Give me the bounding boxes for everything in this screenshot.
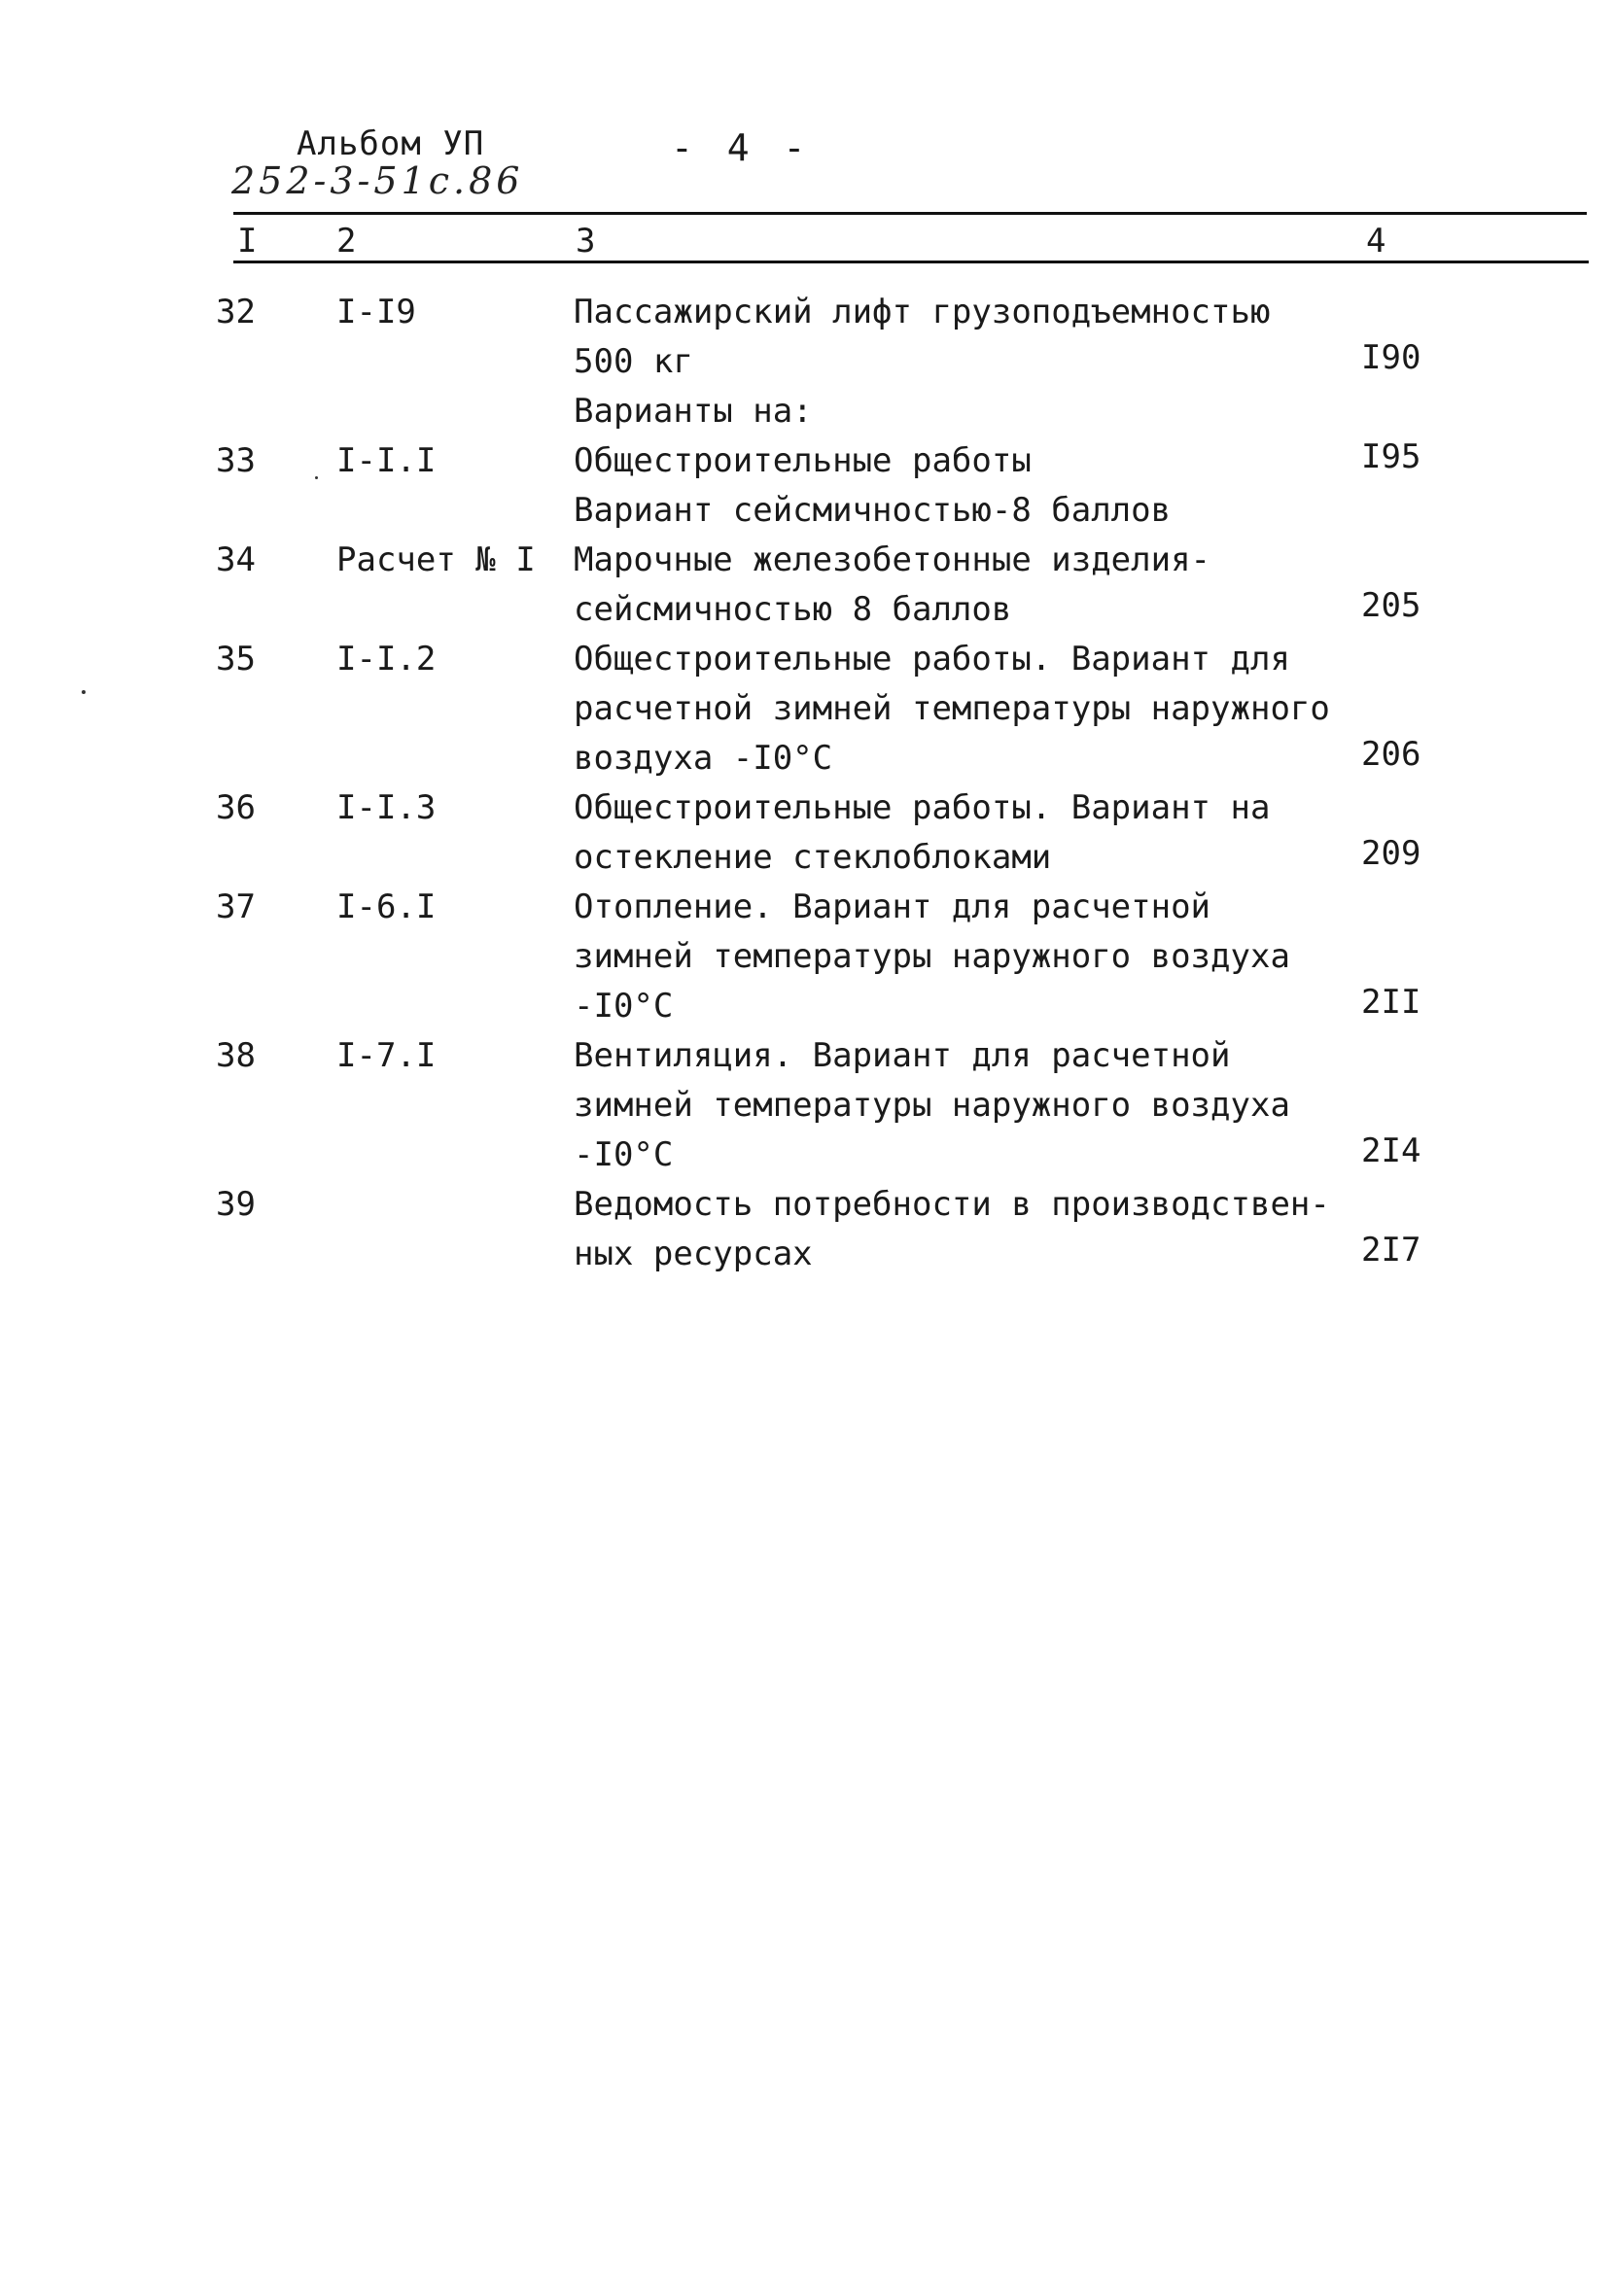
description-line: Отопление. Вариант для расчетной xyxy=(574,887,1211,926)
scan-speck xyxy=(315,476,318,479)
row-code: Расчет № I xyxy=(336,540,536,579)
row-code: I-7.I xyxy=(336,1036,437,1075)
table-row xyxy=(0,536,1613,635)
table-row xyxy=(0,1180,1613,1279)
table-row xyxy=(0,883,1613,1031)
document-code: 252-3-51с.86 xyxy=(231,159,524,202)
row-code: I-I9 xyxy=(336,293,416,331)
description-line: Общестроительные работы. Вариант на xyxy=(574,788,1271,827)
description-line: Общестроительные работы xyxy=(574,441,1032,480)
album-title: Альбом УП xyxy=(297,124,485,163)
row-number: 33 xyxy=(216,441,256,480)
row-number: 35 xyxy=(216,640,256,678)
row-description xyxy=(574,288,1342,436)
row-code: I-I.3 xyxy=(336,788,437,827)
row-description xyxy=(574,1031,1342,1180)
row-code: I-I.I xyxy=(336,441,437,480)
description-line: ных ресурсах xyxy=(574,1235,813,1273)
description-line: зимней температуры наружного воздуха xyxy=(574,937,1290,976)
column-header-2: 2 xyxy=(336,222,357,261)
description-line: 500 кг xyxy=(574,342,693,381)
description-line: Ведомость потребности в производствен- xyxy=(574,1185,1330,1224)
scan-speck xyxy=(82,690,86,694)
row-code: I-6.I xyxy=(336,887,437,926)
column-header-4: 4 xyxy=(1366,222,1386,261)
table-row xyxy=(0,288,1613,436)
row-number: 32 xyxy=(216,293,256,331)
description-line: Общестроительные работы. Вариант для xyxy=(574,640,1290,678)
description-line: воздуха -I0°С xyxy=(574,739,833,778)
table-row xyxy=(0,783,1613,883)
description-line: Варианты на: xyxy=(574,392,813,431)
contents-table xyxy=(0,288,1613,1279)
row-page: 2II xyxy=(1361,983,1421,1022)
table-row xyxy=(0,635,1613,783)
row-page: 2I7 xyxy=(1361,1231,1421,1270)
table-row xyxy=(0,1031,1613,1180)
row-page: I90 xyxy=(1361,338,1421,377)
description-line: -I0°С xyxy=(574,1135,674,1174)
row-number: 38 xyxy=(216,1036,256,1075)
header-rule-bottom xyxy=(233,261,1589,263)
row-description xyxy=(574,436,1342,536)
row-description xyxy=(574,783,1342,883)
description-line: Пассажирский лифт грузоподъемностью xyxy=(574,293,1271,331)
row-description xyxy=(574,883,1342,1031)
row-code: I-I.2 xyxy=(336,640,437,678)
description-line: сейсмичностью 8 баллов xyxy=(574,590,1012,629)
description-line: Вентиляция. Вариант для расчетной xyxy=(574,1036,1231,1075)
row-description xyxy=(574,635,1342,783)
row-description xyxy=(574,1180,1342,1279)
row-number: 34 xyxy=(216,540,256,579)
row-page: 209 xyxy=(1361,834,1421,873)
row-page: 206 xyxy=(1361,735,1421,774)
row-number: 39 xyxy=(216,1185,256,1224)
row-page: I95 xyxy=(1361,437,1421,476)
row-number: 37 xyxy=(216,887,256,926)
row-number: 36 xyxy=(216,788,256,827)
description-line: -I0°С xyxy=(574,987,674,1026)
row-page: 205 xyxy=(1361,586,1421,625)
page-number: - 4 - xyxy=(671,126,812,169)
table-row xyxy=(0,436,1613,536)
column-header-1: I xyxy=(237,222,258,261)
column-header-3: 3 xyxy=(576,222,596,261)
description-line: зимней температуры наружного воздуха xyxy=(574,1086,1290,1125)
description-line: Вариант сейсмичностью-8 баллов xyxy=(574,491,1172,530)
description-line: Марочные железобетонные изделия- xyxy=(574,540,1211,579)
header-rule-top xyxy=(233,212,1587,215)
description-line: остекление стеклоблоками xyxy=(574,838,1052,877)
row-description xyxy=(574,536,1342,635)
row-page: 2I4 xyxy=(1361,1131,1421,1170)
description-line: расчетной зимней температуры наружного xyxy=(574,689,1330,728)
